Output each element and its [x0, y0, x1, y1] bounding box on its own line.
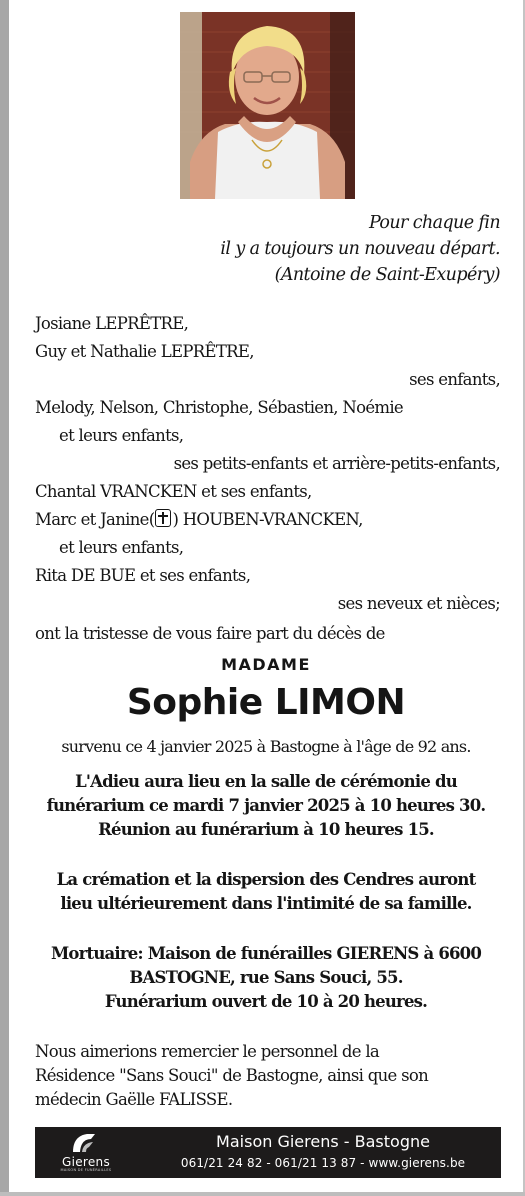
thanks-text [35, 1040, 505, 1112]
quote-line-1: Pour chaque fin [368, 213, 500, 233]
portrait-photo [180, 12, 355, 199]
death-details: survenu ce 4 janvier 2025 à Bastogne à l'âge de 92 ans. [61, 737, 471, 756]
family-line: Melody, Nelson, Christophe, Sébastien, Noémie [35, 398, 403, 417]
logo-tagline: MAISON DE FUNÉRAILLES [60, 1168, 112, 1172]
ceremony-info [12, 770, 520, 842]
mortuary-line: Mortuaire: Maison de funérailles GIERENS à 6600 [50, 944, 482, 963]
cremation-info [12, 868, 520, 916]
family-line-part: ) HOUBEN-VRANCKEN, [172, 510, 363, 529]
family-list [35, 310, 500, 618]
mortuary-line: BASTOGNE, rue Sans Souci, 55. [129, 968, 403, 987]
page-frame-bottom [0, 1192, 525, 1196]
family-line: et leurs enfants, [59, 426, 184, 445]
cremation-line: lieu ultérieurement dans l'intimité de sa famille. [60, 894, 472, 913]
ceremony-line: Réunion au funérarium à 10 heures 15. [98, 820, 434, 839]
mortuary-info [12, 942, 520, 1014]
latin-cross-icon [155, 509, 171, 527]
quote-line-2: il y a toujours un nouveau départ. [220, 239, 500, 259]
cremation-line: La crémation et la dispersion des Cendres auront [56, 870, 476, 889]
family-line: et leurs enfants, [59, 538, 184, 557]
deceased-title: MADAME [221, 655, 311, 674]
logo-wordmark: Gierens [61, 1155, 111, 1169]
gierens-logo-icon [69, 1130, 99, 1156]
family-relation: ses enfants, [409, 370, 500, 389]
deceased-name: Sophie LIMON [126, 682, 406, 723]
thanks-line: médecin Gaëlle FALISSE. [35, 1090, 233, 1109]
family-relation: ses petits-enfants et arrière-petits-enfants, [173, 454, 500, 473]
funeral-home-name: Maison Gierens - Bastogne [216, 1132, 430, 1151]
family-line: Guy et Nathalie LEPRÊTRE, [35, 342, 254, 361]
family-line: Chantal VRANCKEN et ses enfants, [35, 482, 312, 501]
thanks-line: Résidence "Sans Souci" de Bastogne, ainsi que son [35, 1066, 429, 1085]
epigraph-quote [100, 210, 500, 288]
family-line-deceased [35, 506, 500, 534]
family-line: Josiane LEPRÊTRE, [35, 314, 189, 333]
thanks-line: Nous aimerions remercier le personnel de la [35, 1042, 380, 1061]
announcement-text: ont la tristesse de vous faire part du décès de [35, 624, 385, 643]
family-line: Rita DE BUE et ses enfants, [35, 566, 251, 585]
ceremony-line: funérarium ce mardi 7 janvier 2025 à 10 heures 30. [46, 796, 486, 815]
quote-author: (Antoine de Saint-Exupéry) [274, 265, 500, 285]
family-relation: ses neveux et nièces; [337, 594, 500, 613]
funeral-home-banner [35, 1127, 501, 1178]
page-frame-left [0, 0, 9, 1196]
ceremony-line: L'Adieu aura lieu en la salle de cérémonie du [75, 772, 457, 791]
family-line-part: Marc et Janine( [35, 510, 155, 529]
funeral-home-contact: 061/21 24 82 - 061/21 13 87 - www.gierens.be [180, 1156, 466, 1170]
mortuary-line: Funérarium ouvert de 10 à 20 heures. [104, 992, 428, 1011]
